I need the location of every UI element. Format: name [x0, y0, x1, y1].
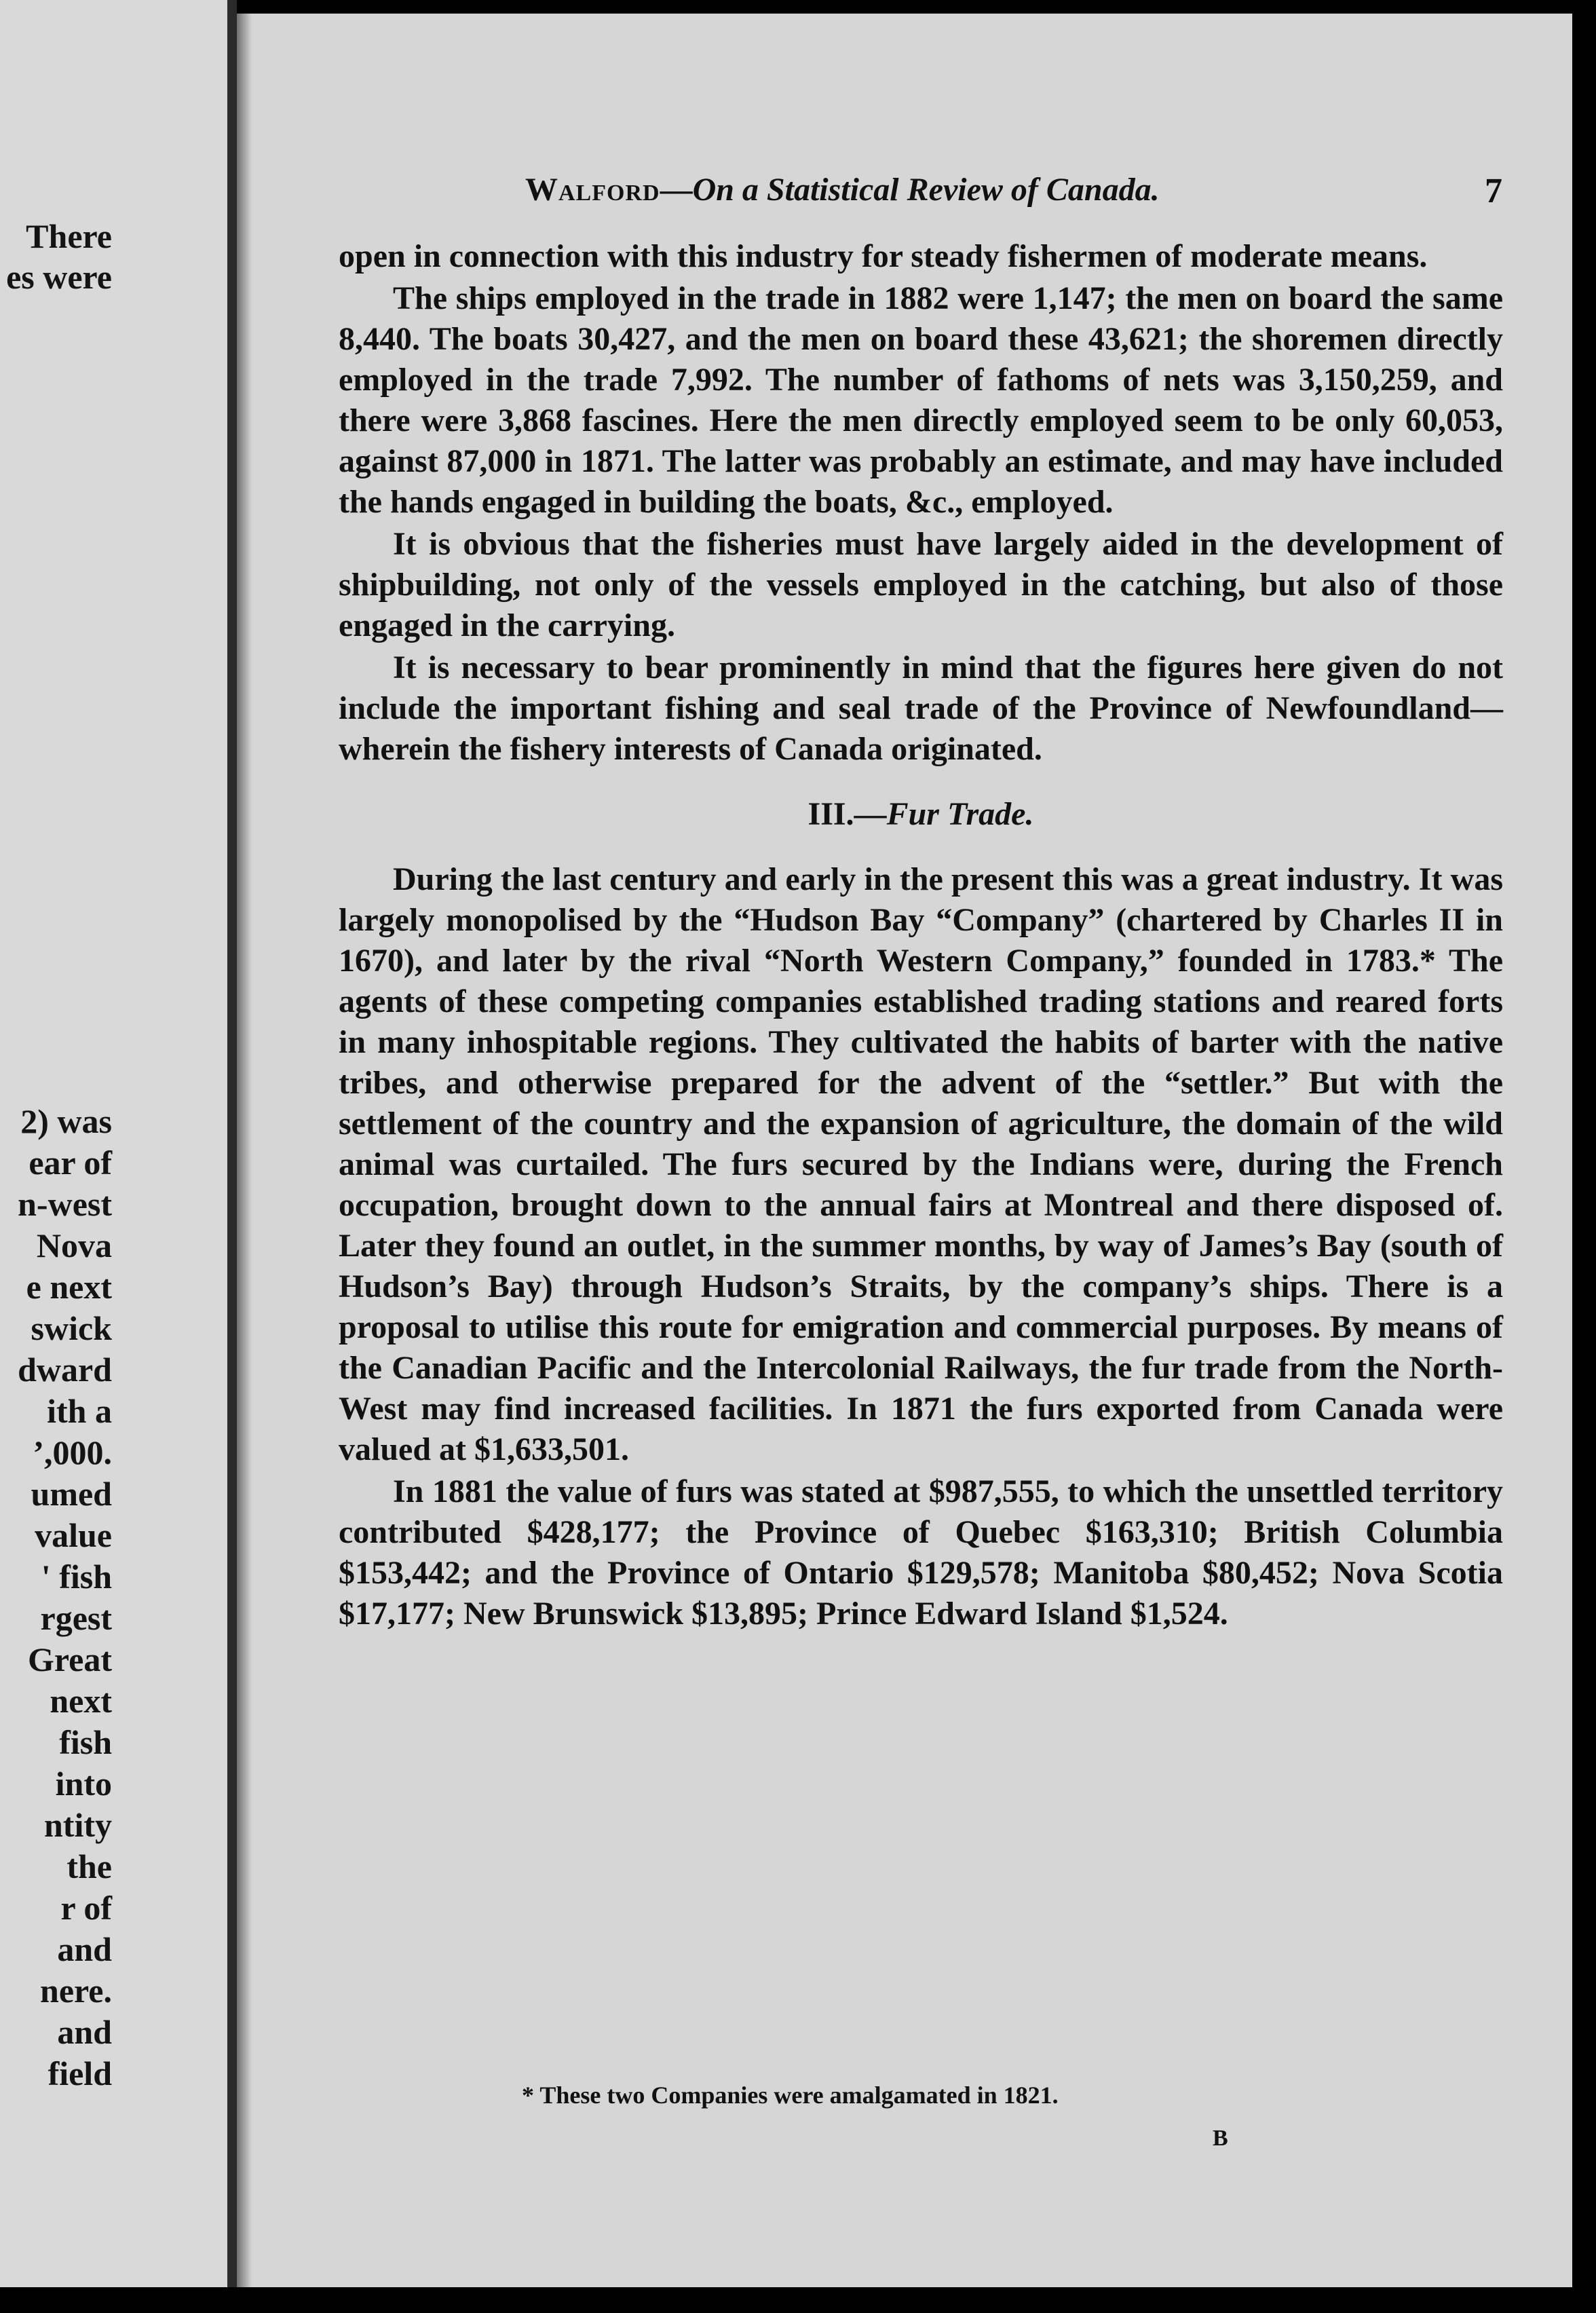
- section-heading: [339, 794, 1503, 835]
- facing-line: rgest: [40, 1599, 112, 1637]
- facing-line: the: [66, 1847, 112, 1885]
- section-number: III.—: [808, 796, 887, 832]
- facing-line: ear of: [28, 1144, 112, 1182]
- facing-page-top-fragment: [6, 216, 112, 297]
- scan-border-bottom: [0, 2287, 1596, 2313]
- running-head-dash: —: [660, 172, 693, 208]
- running-head-author: Walford: [525, 172, 660, 208]
- facing-line: r of: [60, 1889, 112, 1927]
- paragraph-fur-trade-history: During the last century and early in the present this was a great industry. It was largely monopolised by the “Hudson Bay “Company” (chartered by Charles II in 1670), and later by the rival “North Western Company,” founded in 1783.* The agents of these competing companies established trading stations and reared forts in many inhospitable regions. They cultivated the habits of barter with the native tribes, and otherwise prepared for the advent of the “settler.” But with the settlement of the country and the expansion of agriculture, the domain of the wild animal was curtailed. The furs secured by the Indians were, during the French occupation, brought down to the annual fairs at Montreal and there disposed of. Later they found an outlet, in the summer months, by way of James’s Bay (south of Hudson’s Bay) through Hudson’s Straits, by the company’s ships. There is a proposal to utilise this route for emigration and commercial purposes. By means of the Canadian Pacific and the Intercolonial Railways, the fur trade from the North-West may find increased facilities. In 1871 the furs exported from Canada were valued at $1,633,501.: [339, 861, 1503, 1467]
- running-head: [525, 171, 1502, 208]
- facing-page-left: [0, 0, 227, 2287]
- facing-line: ntity: [44, 1806, 112, 1844]
- facing-line: ’,000.: [33, 1433, 112, 1471]
- facing-line: into: [55, 1765, 112, 1803]
- footnote: * These two Companies were amalgamated in 1821.: [522, 2082, 1059, 2109]
- facing-line: next: [50, 1682, 112, 1720]
- book-gutter: [227, 0, 237, 2287]
- running-head-title: On a Statistical Review of Canada.: [692, 172, 1160, 208]
- facing-line: ith a: [47, 1392, 112, 1430]
- paragraph-shipbuilding: It is obvious that the fisheries must have largely aided in the development of shipbuilding, not only of the vessels employed in the catching, but also of those engaged in the carrying.: [339, 526, 1503, 643]
- facing-line: Nova: [36, 1226, 112, 1264]
- signature-mark: B: [1213, 2126, 1228, 2151]
- page-number: 7: [1485, 172, 1502, 210]
- page-edge-shadow: [237, 14, 252, 2287]
- facing-line: es were: [6, 258, 112, 296]
- paragraph-continuation: open in connection with this industry for steady fishermen of moderate means.: [339, 238, 1428, 274]
- facing-line: e next: [26, 1268, 112, 1306]
- facing-line: 2) was: [20, 1102, 112, 1140]
- facing-line: and: [57, 1930, 112, 1968]
- facing-line: nere.: [40, 1972, 112, 2010]
- facing-line: There: [26, 217, 112, 255]
- facing-line: swick: [31, 1309, 112, 1347]
- facing-line: fish: [59, 1723, 112, 1761]
- document-page: [237, 14, 1572, 2287]
- paragraph-ships-statistics: The ships employed in the trade in 1882 were 1,147; the men on board the same 8,440. The boats 30,427, and the men on board these 43,621; the shoremen directly employed in the trade 7,992. The number of fathoms of nets was 3,150,259, and there were 3,868 fascines. Here the men directly employed seem to be only 60,053, against 87,000 in 1871. The latter was probably an estimate, and may have included the hands engaged in building the boats, &c., employed.: [339, 280, 1503, 520]
- facing-line: value: [35, 1516, 112, 1554]
- paragraph-fur-values-1881: In 1881 the value of furs was stated at $987,555, to which the unsettled territory contributed $428,177; the Province of Quebec $163,310; British Columbia $153,442; and the Province of Ontario $129,578; Manitoba $80,452; Nova Scotia $17,177; New Brunswick $13,895; Prince Edward Island $1,524.: [339, 1473, 1503, 1632]
- section-title: Fur Trade.: [886, 796, 1034, 832]
- facing-line: Great: [27, 1640, 112, 1678]
- facing-line: n-west: [18, 1185, 112, 1223]
- facing-line: field: [48, 2054, 112, 2092]
- facing-line: dward: [18, 1351, 112, 1389]
- facing-line: and: [57, 2013, 112, 2051]
- facing-line: umed: [31, 1475, 112, 1513]
- facing-page-mid-fragment: [18, 1101, 112, 2094]
- body-text: [339, 236, 1503, 1636]
- paragraph-newfoundland: It is necessary to bear prominently in mind that the figures here given do not include the important fishing and seal trade of the Province of Newfoundland—wherein the fishery interests of Canada originated.: [339, 650, 1503, 767]
- facing-line: ' fish: [41, 1558, 112, 1596]
